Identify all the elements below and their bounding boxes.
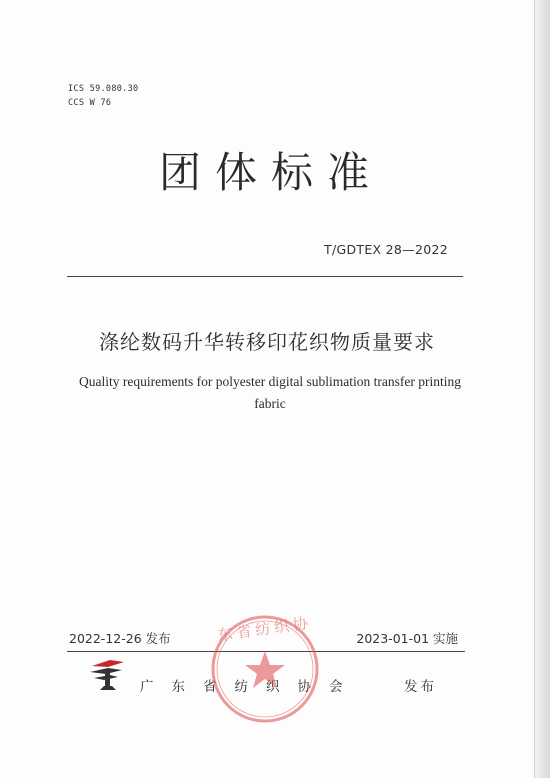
page-edge-shadow	[535, 0, 550, 778]
document-title-en-line2: fabric	[254, 396, 286, 411]
seal-lettering: 东省纺织协	[216, 613, 314, 645]
document-title-cn: 涤纶数码升华转移印花织物质量要求	[99, 330, 435, 354]
document-title-en	[60, 371, 480, 415]
classification-codes	[68, 82, 138, 110]
document-title-en-line1: Quality requirements for polyester digital sublimation transfer printing	[78, 374, 462, 389]
top-divider	[67, 276, 463, 277]
publish-label: 发布	[404, 679, 437, 695]
standard-type-title: 团体标准	[158, 148, 383, 197]
publisher-name: 广东省纺织协会	[140, 679, 361, 695]
standard-number: T/GDTEX 28—2022	[324, 242, 448, 257]
publish-date: 2022-12-26 发布	[69, 631, 171, 646]
effective-date: 2023-01-01 实施	[356, 631, 458, 646]
association-logo-icon	[88, 656, 128, 692]
ccs-code: CCS W 76	[68, 98, 112, 108]
ics-code: ICS 59.080.30	[68, 84, 139, 94]
